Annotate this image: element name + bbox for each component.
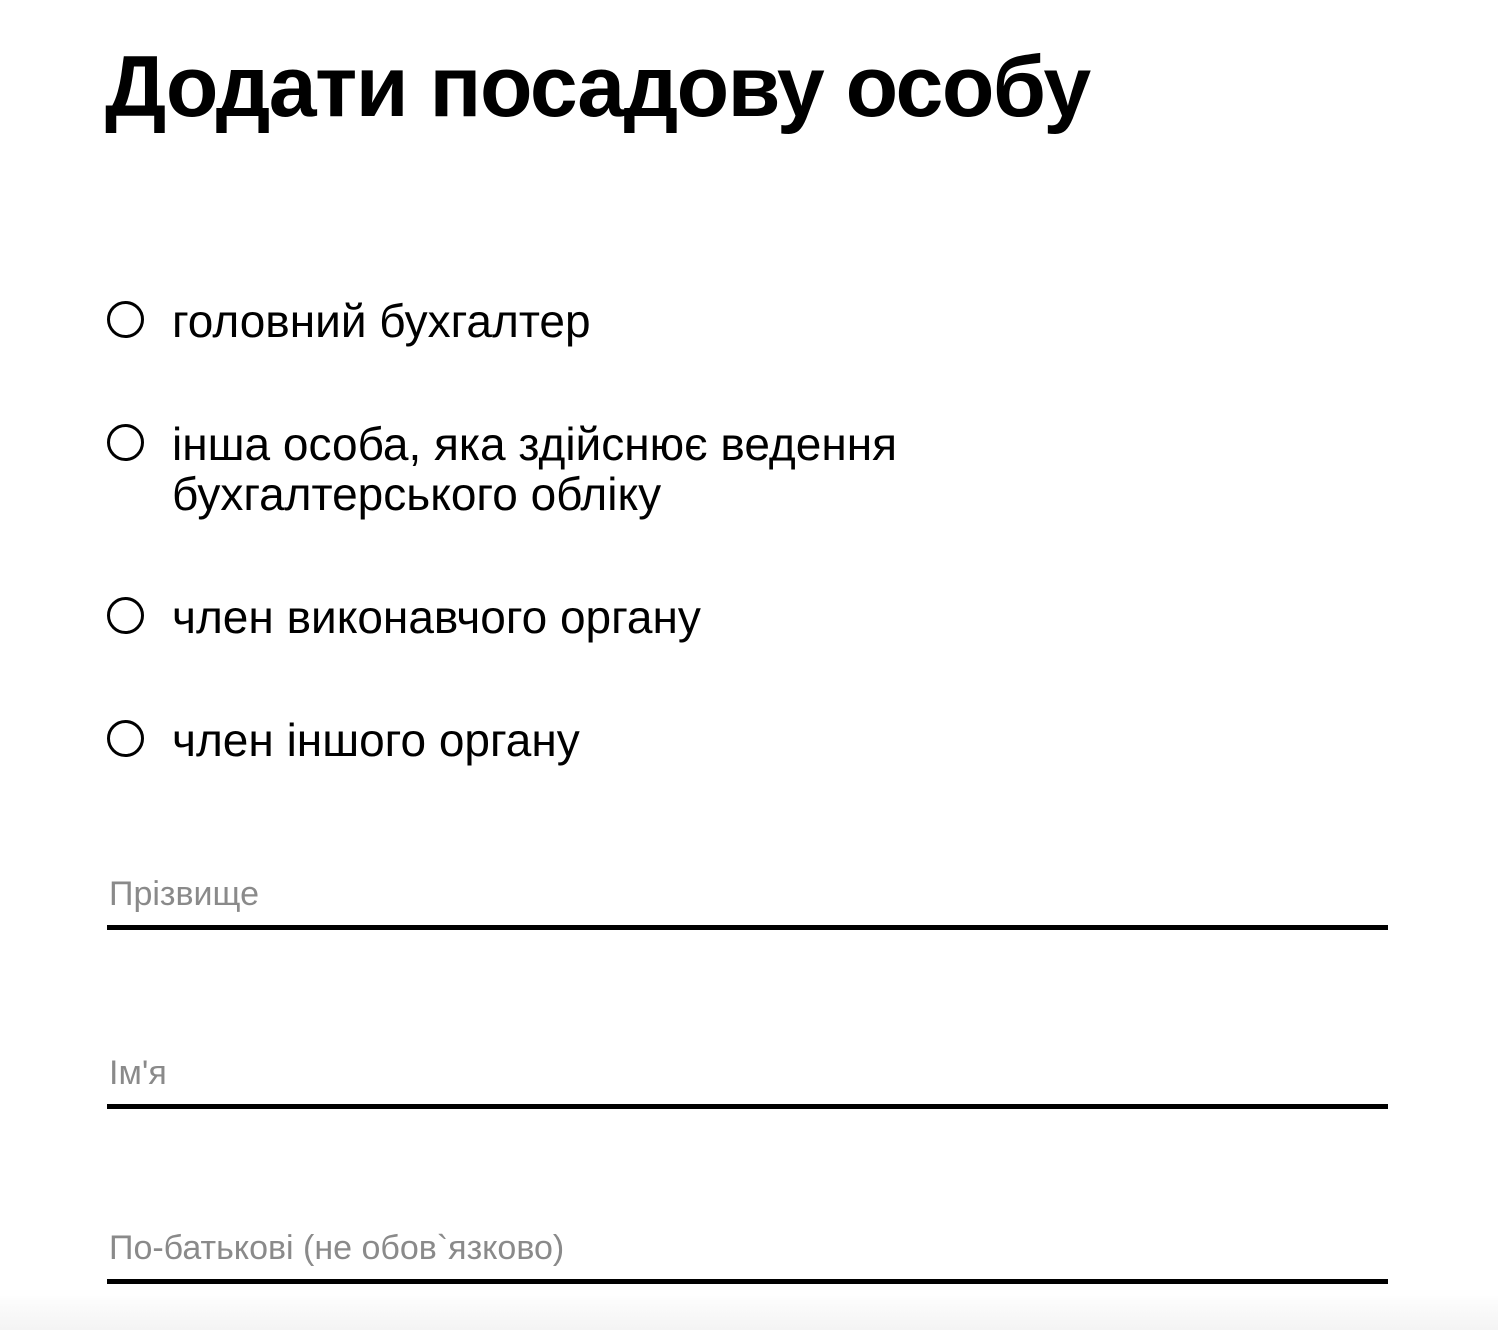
surname-input[interactable]	[107, 872, 1388, 930]
patronymic-field	[107, 1226, 1388, 1284]
radio-option-label[interactable]: головний бухгалтер	[172, 295, 591, 347]
page-title: Додати посадову особу	[105, 39, 1090, 135]
radio-option-executive-body-member[interactable]	[107, 592, 1207, 642]
radio-option-other-body-member[interactable]	[107, 715, 1207, 765]
radio-button-icon[interactable]	[107, 301, 144, 338]
radio-option-other-accounting-person[interactable]	[107, 419, 1207, 519]
first-name-field	[107, 1051, 1388, 1109]
radio-option-label[interactable]: член виконавчого органу	[172, 591, 701, 643]
patronymic-input[interactable]	[107, 1226, 1388, 1284]
role-radio-group	[107, 296, 1207, 765]
radio-option-label[interactable]: член іншого органу	[172, 714, 580, 766]
page-bottom-edge	[0, 1296, 1498, 1330]
radio-button-icon[interactable]	[107, 424, 144, 461]
first-name-input[interactable]	[107, 1051, 1388, 1109]
radio-option-label[interactable]: інша особа, яка здійснює ведення бухгалтерського обліку	[172, 418, 898, 520]
radio-button-icon[interactable]	[107, 720, 144, 757]
radio-button-icon[interactable]	[107, 597, 144, 634]
surname-field	[107, 872, 1388, 930]
radio-option-chief-accountant[interactable]	[107, 296, 1207, 346]
